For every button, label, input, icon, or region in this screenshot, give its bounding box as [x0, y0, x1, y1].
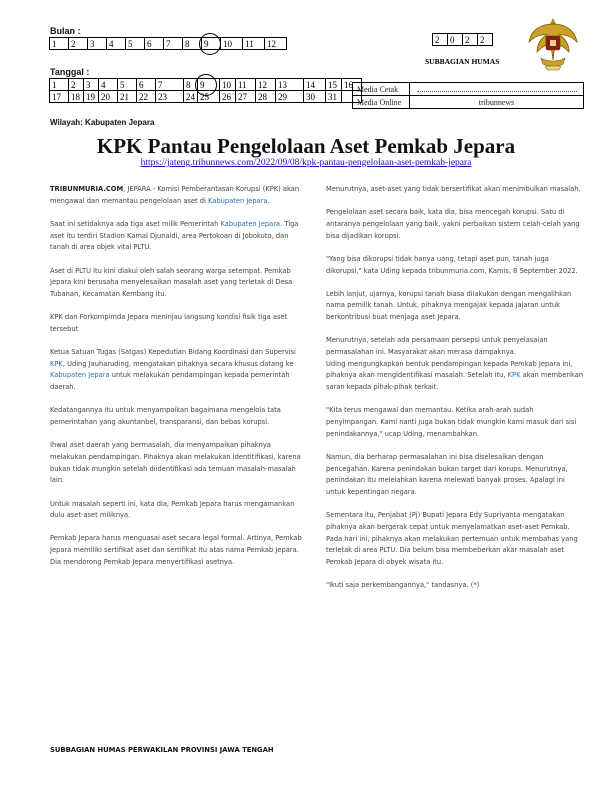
text: akan memberikan saran kepada pihak-pihak terkait.: [326, 371, 584, 392]
month-cell: 7: [164, 38, 183, 50]
paragraph: "Kita terus mengawal dan memantau. Ketika arah-arah sudah penyimpangan. Kami nanti juga bukan tidak mungkin kami masuk dari sisi penindakannya," ucap Uding, menambahkan.: [326, 406, 577, 438]
day-cell: 27: [236, 91, 256, 103]
agency-label: SUBBAGIAN HUMAS: [425, 57, 500, 66]
paragraph: Pemkab Jepara harus menguasai aset secara legal formal. Artinya, Pemkab Jepara memiliki sertifikat aset dan sertifikat itu atas nama Pemkab Jepara. Dia mendorong Pemkab Jepara menyertifikasi asetnya.: [50, 534, 302, 566]
paragraph: Ihwal aset daerah yang bermasalah, dia menyampaikan pihaknya melakukan pendampingan. Pihaknya akan melakukan identitifikasi, karena bukan tidak mungkin setelah diidentifikasi ada temuan masalah-masalah lain.: [50, 441, 301, 485]
month-cell: 4: [107, 38, 126, 50]
day-cell: 5: [118, 79, 137, 91]
text: , JEPARA - Komisi Pemberantasan Korupsi (KPK) akan mengawal dan memantau pengelolaan aset di: [50, 185, 300, 205]
paragraph: Aset di PLTU itu kini diakui oleh salah seorang warga setempat. Pemkab Jepara kini berusaha menyelesaikan masalah aset yang terletak di Desa Tubanan, Kecamatan Kembang itu.: [50, 266, 293, 298]
day-cell: 24: [184, 91, 198, 103]
wilayah-label: Wilayah: Kabupaten Jepara: [50, 118, 155, 127]
day-cell: 12: [256, 79, 276, 91]
day-cell: 19: [84, 91, 99, 103]
link-kabupaten-jepara[interactable]: Kabupaten Jepara: [208, 196, 268, 205]
day-cell: 17: [50, 91, 69, 103]
bulan-label: Bulan :: [50, 26, 81, 36]
month-cell-selected: 9: [202, 38, 221, 50]
year-digit: 2: [478, 34, 493, 46]
media-online-label: Media Online: [353, 96, 410, 109]
day-cell: 8: [184, 79, 198, 91]
media-table: [352, 82, 584, 109]
day-cell: 1: [50, 79, 69, 91]
paragraph: KPK dan Forkompimda Jepara meninjau langsung kondisi fisik tiga aset tersebut: [50, 313, 288, 333]
paragraph: Sementara itu, Penjabat (Pj) Bupati Jepara Edy Supriyanta mengatakan pihaknya akan bergerak cepat untuk menyelamatkan aset-aset Pemkab.: [326, 511, 570, 531]
day-grid: [49, 78, 362, 103]
month-cell: 1: [50, 38, 69, 50]
article-column-right: [326, 184, 584, 603]
text: . Tiga aset itu terdiri Stadion Kamal Djunaidi, area Pertokoan di Jobokuto, dan tanah di area objek vital PLTU.: [50, 219, 299, 252]
day-cell: 13: [276, 79, 304, 91]
dotted-line: [417, 86, 577, 92]
day-cell: 3: [84, 79, 99, 91]
text: untuk melakukan pendampingan kepada pemerintah daerah.: [50, 371, 290, 392]
text: Uding mengungkapkan bentuk pendampingan kepada Pemkab Jepara ini, pihaknya akan mengidentifikasi masalah. Setelah itu,: [326, 359, 573, 380]
month-cell: 11: [243, 38, 265, 50]
day-cell: 16: [342, 79, 362, 91]
paragraph: Untuk masalah seperti ini, kata dia, Pemkab Jepara harus mengamankan dulu aset-aset miliknya.: [50, 499, 295, 520]
day-cell-selected: 9: [198, 79, 220, 91]
link-kabupaten-jepara[interactable]: Kabupaten Jepara: [220, 219, 281, 228]
paragraph: [50, 184, 305, 207]
article-column-left: [50, 184, 305, 580]
paragraph: Menurutnya, setelah ada persamaan persepsi untuk penyelasaian permasalahan ini. Masyarakat akan merasa dampaknya.: [326, 336, 548, 357]
article-url-link[interactable]: https://jateng.tribunnews.com/2022/09/08/kpk-pantau-pengelolaan-aset-pemkab-jepara: [140, 158, 472, 168]
media-cetak-label: Media Cetak: [353, 83, 410, 96]
paragraph: [50, 347, 305, 394]
text: Ketua Satuan Tugas (Satgas) Kepedutian Bidang Koordinasi dan Supervisi: [50, 348, 296, 357]
text: , Uding Jauharuding, mengatakan pihaknya secara khusus datang ke: [62, 359, 294, 368]
paragraph: Namun, dia berharap permasalahan ini bisa diselesaikan dengan pencegahan. Karena penindakan bukan target dari korups. Menurutnya, penindakan itu melelahkan karena melewati banyak proses. Apalagi ini untuk kepentingan negara.: [326, 452, 568, 497]
paragraph: [326, 359, 584, 394]
year-digit: 0: [448, 34, 463, 46]
media-online-value: tribunnews: [410, 96, 584, 109]
month-cell: 12: [265, 38, 287, 50]
month-cell: 10: [221, 38, 243, 50]
day-cell: 30: [304, 91, 326, 103]
paragraph: "Yang bisa dikorupsi tidak hanya uang, tetapi aset pun, tanah juga dikorupsi," kata Uding kepada tribunmuria.com, Kamis, 8 September 2022.: [326, 254, 578, 275]
day-cell: 7: [156, 79, 184, 91]
day-cell: 11: [236, 79, 256, 91]
text: Saat ini setidaknya ada tiga aset milik Pemerintah: [50, 219, 221, 228]
day-cell: 29: [276, 91, 304, 103]
footer-agency: SUBBAGIAN HUMAS PERWAKILAN PROVINSI JAWA TENGAH: [50, 746, 274, 754]
day-cell: 22: [137, 91, 156, 103]
link-kabupaten-jepara[interactable]: Kabupaten Jepara: [50, 371, 110, 380]
paragraph: [50, 219, 305, 254]
paragraph: "Ikuti saja perkembangannya," tandasnya. (*): [326, 581, 480, 590]
day-cell: 20: [99, 91, 118, 103]
month-cell: 6: [145, 38, 164, 50]
paragraph: Kedatangannya itu untuk menyampaikan bagaimana mengelola tata pemerintahan yang akuntanbel, transparansi, dan bebas korupsi.: [50, 406, 281, 427]
paragraph: Lebih lanjut, ujarnya, korupsi tanah biasa dilakukan dengan mengalihkan nama pemilik tanah. Untuk, pihaknya mengajak kepada jajaran untuk berkontribusi buat menjaga aset Jepara.: [326, 289, 572, 322]
tanggal-label: Tanggal :: [50, 67, 90, 77]
day-cell: 4: [99, 79, 118, 91]
month-grid: [49, 37, 287, 50]
day-cell: 6: [137, 79, 156, 91]
paragraph: Menurutnya, aset-aset yang tidak bersertifikat akan menimbulkan masalah.: [326, 185, 581, 193]
month-cell: 2: [69, 38, 88, 50]
day-cell: 15: [326, 79, 342, 91]
article-title: KPK Pantau Pengelolaan Aset Pemkab Jepara: [96, 134, 516, 158]
text: .: [267, 196, 270, 205]
day-cell: 28: [256, 91, 276, 103]
day-cell: 23: [156, 91, 184, 103]
day-cell: 18: [69, 91, 84, 103]
month-cell: 5: [126, 38, 145, 50]
garuda-emblem-icon: [527, 14, 579, 72]
month-cell: 8: [183, 38, 202, 50]
year-grid: [432, 33, 493, 46]
day-cell: 10: [220, 79, 236, 91]
day-cell: 14: [304, 79, 326, 91]
media-cetak-value: [410, 83, 584, 96]
source-name: TRIBUNMURIA.COM: [50, 185, 124, 193]
link-kpk[interactable]: KPK: [50, 359, 63, 368]
paragraph: Pengelolaan aset secara baik, kata dia, bisa mencegah korupsi. Satu di antaranya pengelolaan yang baik, yakni perbaikan sistem celah-celah yang bisa dijadikan korupsi.: [326, 208, 580, 240]
year-digit: 2: [433, 34, 448, 46]
paragraph: Pada hari ini, pihaknya akan melakukan pertemuan untuk membahas yang terletak di area PLTU. Dia belum bisa membeberkan akar masalah aset Pemkab Jepara di obyek wisata itu.: [326, 534, 578, 567]
day-cell: 31: [326, 91, 342, 103]
day-cell: 26: [220, 91, 236, 103]
day-cell: 21: [118, 91, 137, 103]
link-kpk[interactable]: KPK: [507, 371, 521, 380]
year-digit: 2: [463, 34, 478, 46]
day-cell: 25: [198, 91, 220, 103]
day-cell: 2: [69, 79, 84, 91]
month-cell: 3: [88, 38, 107, 50]
